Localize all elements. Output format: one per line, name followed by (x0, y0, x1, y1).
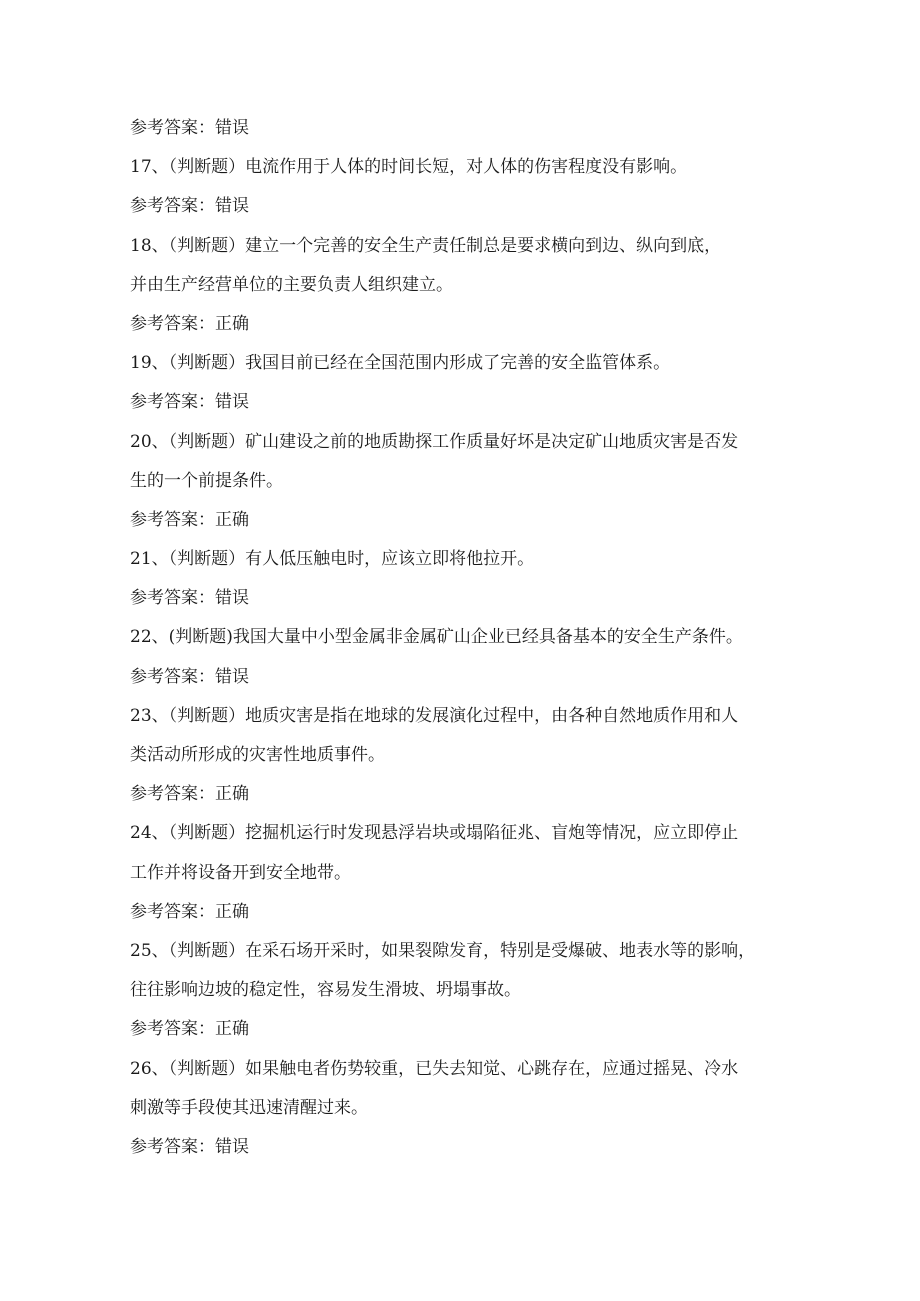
answer-value: 错误 (215, 588, 249, 609)
answer-label: 参考答案： (130, 1136, 215, 1157)
question-list (130, 109, 795, 1167)
question-text: 17、（判断题）电流作用于人体的时间长短，对人体的伤害程度没有影响。 (130, 157, 688, 178)
answer-value: 错误 (215, 666, 249, 687)
question-text-continued: 类活动所形成的灾害性地质事件。 (130, 745, 385, 765)
answer-line (130, 893, 795, 932)
question-text-continued: 并由生产经营单位的主要负责人组织建立。 (130, 274, 453, 295)
answer-line (130, 305, 795, 344)
answer-value: 错误 (215, 118, 249, 138)
question-text: 18、（判断题）建立一个完善的安全生产责任制总是要求横向到边、纵向到底， (130, 235, 722, 256)
question-text: 24、（判断题）挖掘机运行时发现悬浮岩块或塌陷征兆、盲炮等情况，应立即停止 (130, 823, 739, 844)
answer-label: 参考答案： (130, 666, 215, 687)
answer-value: 正确 (215, 901, 249, 922)
answer-line (130, 1010, 795, 1049)
question-text-continued: 刺激等手段使其迅速清醒过来。 (130, 1097, 368, 1118)
answer-label: 参考答案： (130, 784, 215, 805)
answer-label: 参考答案： (130, 1019, 215, 1040)
answer-label: 参考答案： (130, 509, 215, 530)
answer-label: 参考答案： (130, 588, 215, 609)
question-text: 22、(判断题)我国大量中小型金属非金属矿山企业已经具备基本的安全生产条件。 (130, 627, 743, 648)
question-text: 26、（判断题）如果触电者伤势较重，已失去知觉、心跳存在，应通过摇晃、冷水 (130, 1058, 739, 1079)
answer-line (130, 1128, 795, 1167)
answer-line (130, 579, 795, 618)
answer-line (130, 383, 795, 422)
answer-value: 正确 (215, 509, 249, 530)
question-text: 25、（判断题）在采石场开采时，如果裂隙发育，特别是受爆破、地表水等的影响， (130, 940, 756, 961)
answer-line (130, 109, 795, 148)
answer-line (130, 658, 795, 697)
answer-line (130, 187, 795, 226)
question-text-continued: 生的一个前提条件。 (130, 470, 283, 491)
answer-value: 错误 (215, 196, 249, 217)
answer-value: 正确 (215, 784, 249, 805)
question-text: 19、（判断题）我国目前已经在全国范围内形成了完善的安全监管体系。 (130, 353, 671, 374)
answer-label: 参考答案： (130, 196, 215, 217)
answer-label: 参考答案： (130, 901, 215, 922)
answer-value: 正确 (215, 1019, 249, 1040)
question-text: 20、（判断题）矿山建设之前的地质勘探工作质量好坏是决定矿山地质灾害是否发 (130, 431, 739, 452)
answer-value: 错误 (215, 1136, 249, 1157)
answer-label: 参考答案： (130, 392, 215, 413)
question-text-continued: 往往影响边坡的稳定性，容易发生滑坡、坍塌事故。 (130, 980, 521, 1001)
question-text-continued: 工作并将设备开到安全地带。 (130, 862, 351, 883)
answer-value: 正确 (215, 313, 249, 334)
answer-line (130, 501, 795, 540)
question-text: 21、（判断题）有人低压触电时，应该立即将他拉开。 (130, 549, 535, 570)
answer-label: 参考答案： (130, 313, 215, 334)
answer-line (130, 775, 795, 814)
answer-value: 错误 (215, 392, 249, 413)
answer-label: 参考答案： (130, 118, 215, 138)
question-text: 23、（判断题）地质灾害是指在地球的发展演化过程中，由各种自然地质作用和人 (130, 705, 739, 726)
